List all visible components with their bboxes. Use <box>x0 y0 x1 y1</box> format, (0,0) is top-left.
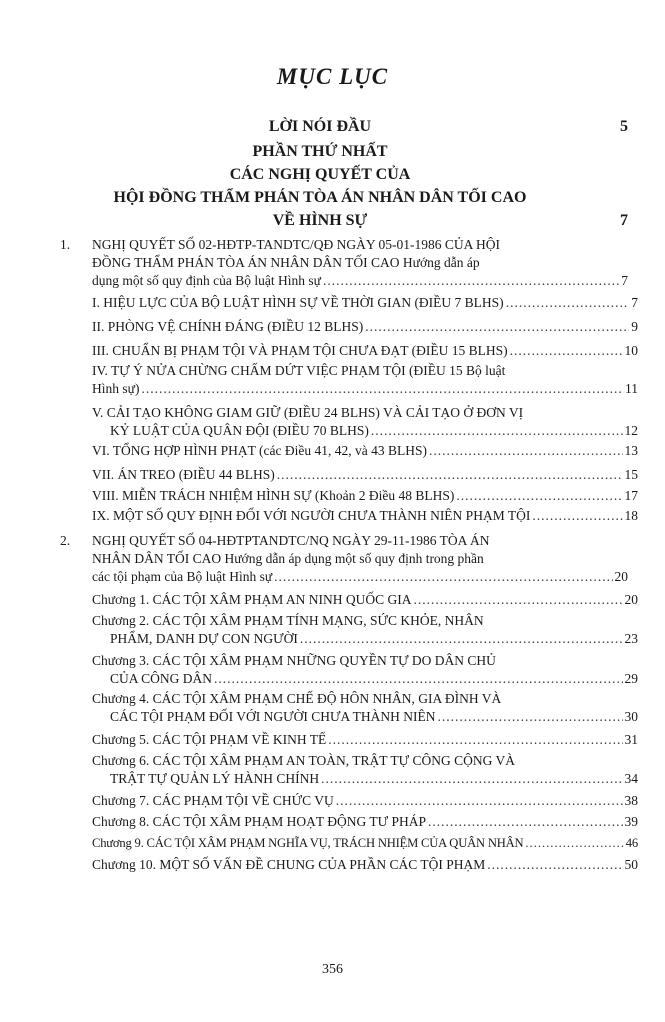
toc-chapter <box>92 752 638 788</box>
toc-chapter-text: Chương 7. CÁC PHẠM TỘI VỀ CHỨC VỤ <box>92 793 334 808</box>
toc-chapter-page: 20 <box>624 592 638 607</box>
toc-chapter <box>92 792 638 810</box>
resolution-2-line1: NGHỊ QUYẾT SỐ 04-HĐTPTANDTC/NQ NGÀY 29-11-1986 TÒA ÁN <box>92 533 490 548</box>
toc-item-page: 13 <box>624 443 638 458</box>
resolution-1-entry <box>60 236 628 290</box>
toc-item-text: VI. TỔNG HỢP HÌNH PHẠT (các Điều 41, 42, và 43 BLHS) <box>92 443 427 458</box>
toc-chapter-text: Chương 6. CÁC TỘI XÂM PHẠM AN TOÀN, TRẬT TỰ CÔNG CỘNG VÀ <box>92 753 515 768</box>
toc-item-page: 7 <box>631 295 638 310</box>
heading-foreword: LỜI NÓI ĐẦU <box>268 118 372 135</box>
toc-item-text: V. CẢI TẠO KHÔNG GIAM GIỮ (ĐIỀU 24 BLHS) VÀ CẢI TẠO Ở ĐƠN VỊ <box>92 405 524 420</box>
toc-item-page: 12 <box>624 423 638 438</box>
toc-chapter-text: Chương 10. MỘT SỐ VẤN ĐỀ CHUNG CỦA PHẦN CÁC TỘI PHẠM <box>92 857 486 872</box>
resolution-2-entry <box>60 532 628 586</box>
toc-item-text-cont: Hình sự) <box>92 381 140 396</box>
toc-item <box>92 442 638 460</box>
resolution-1-number: 1. <box>60 237 71 252</box>
resolution-1-line2: ĐỒNG THẨM PHÁN TÒA ÁN NHÂN DÂN TỐI CAO Hướng dẫn áp <box>92 255 480 270</box>
toc-chapter-page: 38 <box>624 793 638 808</box>
heading-part-one: PHẦN THỨ NHẤT <box>252 143 388 160</box>
toc-item-text: IV. TỰ Ý NỬA CHỪNG CHẤM DỨT VIỆC PHẠM TỘI (ĐIỀU 15 Bộ luật <box>92 363 506 378</box>
page-number: 356 <box>322 962 343 977</box>
toc-chapter-text: Chương 3. CÁC TỘI XÂM PHẠM NHỮNG QUYỀN TỰ DO DÂN CHỦ <box>92 653 496 668</box>
heading-resolutions-of: CÁC NGHỊ QUYẾT CỦA <box>229 166 411 183</box>
toc-item-page: 18 <box>624 508 638 523</box>
toc-item <box>92 342 638 360</box>
toc-chapter-page: 30 <box>624 709 638 724</box>
toc-item-page: 15 <box>624 467 638 482</box>
toc-item-page: 17 <box>624 488 638 503</box>
page-title: MỤC LỤC <box>276 64 389 89</box>
toc-chapter-page: 34 <box>624 771 638 786</box>
resolution-1-page: 7 <box>621 273 628 288</box>
heading-foreword-page: 5 <box>620 118 628 135</box>
heading-criminal-page: 7 <box>620 212 628 229</box>
toc-item <box>92 404 638 440</box>
toc-item-page: 9 <box>631 319 638 334</box>
toc-chapter-page: 31 <box>624 732 638 747</box>
toc-item <box>92 294 638 312</box>
toc-chapter-page: 23 <box>624 631 638 646</box>
toc-chapter-page: 29 <box>624 671 638 686</box>
toc-item-text: VII. ÁN TREO (ĐIỀU 44 BLHS) <box>92 467 275 482</box>
toc-chapter-text-cont: TRẬT TỰ QUẢN LÝ HÀNH CHÍNH <box>110 771 320 786</box>
toc-chapter <box>92 690 638 726</box>
resolution-2-number: 2. <box>60 533 71 548</box>
toc-chapter-text-cont: CỦA CÔNG DÂN <box>110 671 213 686</box>
toc-item-text: VIII. MIỄN TRÁCH NHIỆM HÌNH SỰ (Khoản 2 Điều 48 BLHS) <box>92 488 455 503</box>
toc-item <box>92 362 638 398</box>
toc-chapter-text: Chương 2. CÁC TỘI XÂM PHẠM TÍNH MẠNG, SỨC KHỎE, NHÂN <box>92 613 484 628</box>
toc-item-text: III. CHUẨN BỊ PHẠM TỘI VÀ PHẠM TỘI CHƯA ĐẠT (ĐIỀU 15 BLHS) <box>92 343 508 358</box>
toc-item-page: 11 <box>625 381 638 396</box>
resolution-2-line3: các tội phạm của Bộ luật Hình sự <box>92 569 273 584</box>
toc-chapter <box>92 731 638 749</box>
toc-chapter-text-cont: PHẨM, DANH DỰ CON NGƯỜI <box>110 631 298 646</box>
toc-chapter-page: 46 <box>625 836 638 850</box>
toc-chapter <box>92 834 638 852</box>
toc-chapter <box>92 591 638 609</box>
resolution-2-page: 20 <box>614 569 628 584</box>
toc-item-page: 10 <box>624 343 638 358</box>
toc-chapter <box>92 652 638 688</box>
toc-item <box>92 487 638 505</box>
toc-chapter <box>92 813 638 831</box>
toc-item-text: IX. MỘT SỐ QUY ĐỊNH ĐỐI VỚI NGƯỜI CHƯA THÀNH NIÊN PHẠM TỘI <box>92 508 531 523</box>
toc-item-text: I. HIỆU LỰC CỦA BỘ LUẬT HÌNH SỰ VỀ THỜI GIAN (ĐIỀU 7 BLHS) <box>92 295 504 310</box>
toc-chapter <box>92 856 638 874</box>
toc-chapter-page: 50 <box>624 857 638 872</box>
toc-item <box>92 466 638 484</box>
toc-chapter-text: Chương 5. CÁC TỘI PHẠM VỀ KINH TẾ <box>92 732 327 747</box>
toc-item <box>92 318 638 336</box>
heading-criminal: VỀ HÌNH SỰ <box>272 212 368 229</box>
toc-chapter <box>92 612 638 648</box>
toc-chapter-text: Chương 8. CÁC TỘI XÂM PHẠM HOẠT ĐỘNG TƯ PHÁP <box>92 814 426 829</box>
toc-item-text: II. PHÒNG VỆ CHÍNH ĐÁNG (ĐIỀU 12 BLHS) <box>92 319 364 334</box>
resolution-1-line1: NGHỊ QUYẾT SỐ 02-HĐTP-TANDTC/QĐ NGÀY 05-01-1986 CỦA HỘI <box>92 237 501 252</box>
toc-chapter-page: 39 <box>624 814 638 829</box>
toc-chapter-text: Chương 9. CÁC TỘI XÂM PHẠM NGHĨA VỤ, TRÁCH NHIỆM CỦA QUÂN NHÂN <box>92 836 524 850</box>
toc-item <box>92 507 638 525</box>
toc-chapter-text-cont: CÁC TỘI PHẠM ĐỐI VỚI NGƯỜI CHƯA THÀNH NIÊN <box>110 709 436 724</box>
toc-item-text-cont: KỶ LUẬT CỦA QUÂN ĐỘI (ĐIỀU 70 BLHS) <box>110 423 369 438</box>
heading-council: HỘI ĐỒNG THẨM PHÁN TÒA ÁN NHÂN DÂN TỐI CAO <box>113 189 527 206</box>
resolution-1-line3: dụng một số quy định của Bộ luật Hình sự <box>92 273 321 288</box>
resolution-2-line2: NHÂN DÂN TỐI CAO Hướng dẫn áp dụng một số quy định trong phần <box>92 551 484 566</box>
toc-chapter-text: Chương 4. CÁC TỘI XÂM PHẠM CHẾ ĐỘ HÔN NHÂN, GIA ĐÌNH VÀ <box>92 691 502 706</box>
toc-chapter-text: Chương 1. CÁC TỘI XÂM PHẠM AN NINH QUỐC GIA <box>92 592 412 607</box>
